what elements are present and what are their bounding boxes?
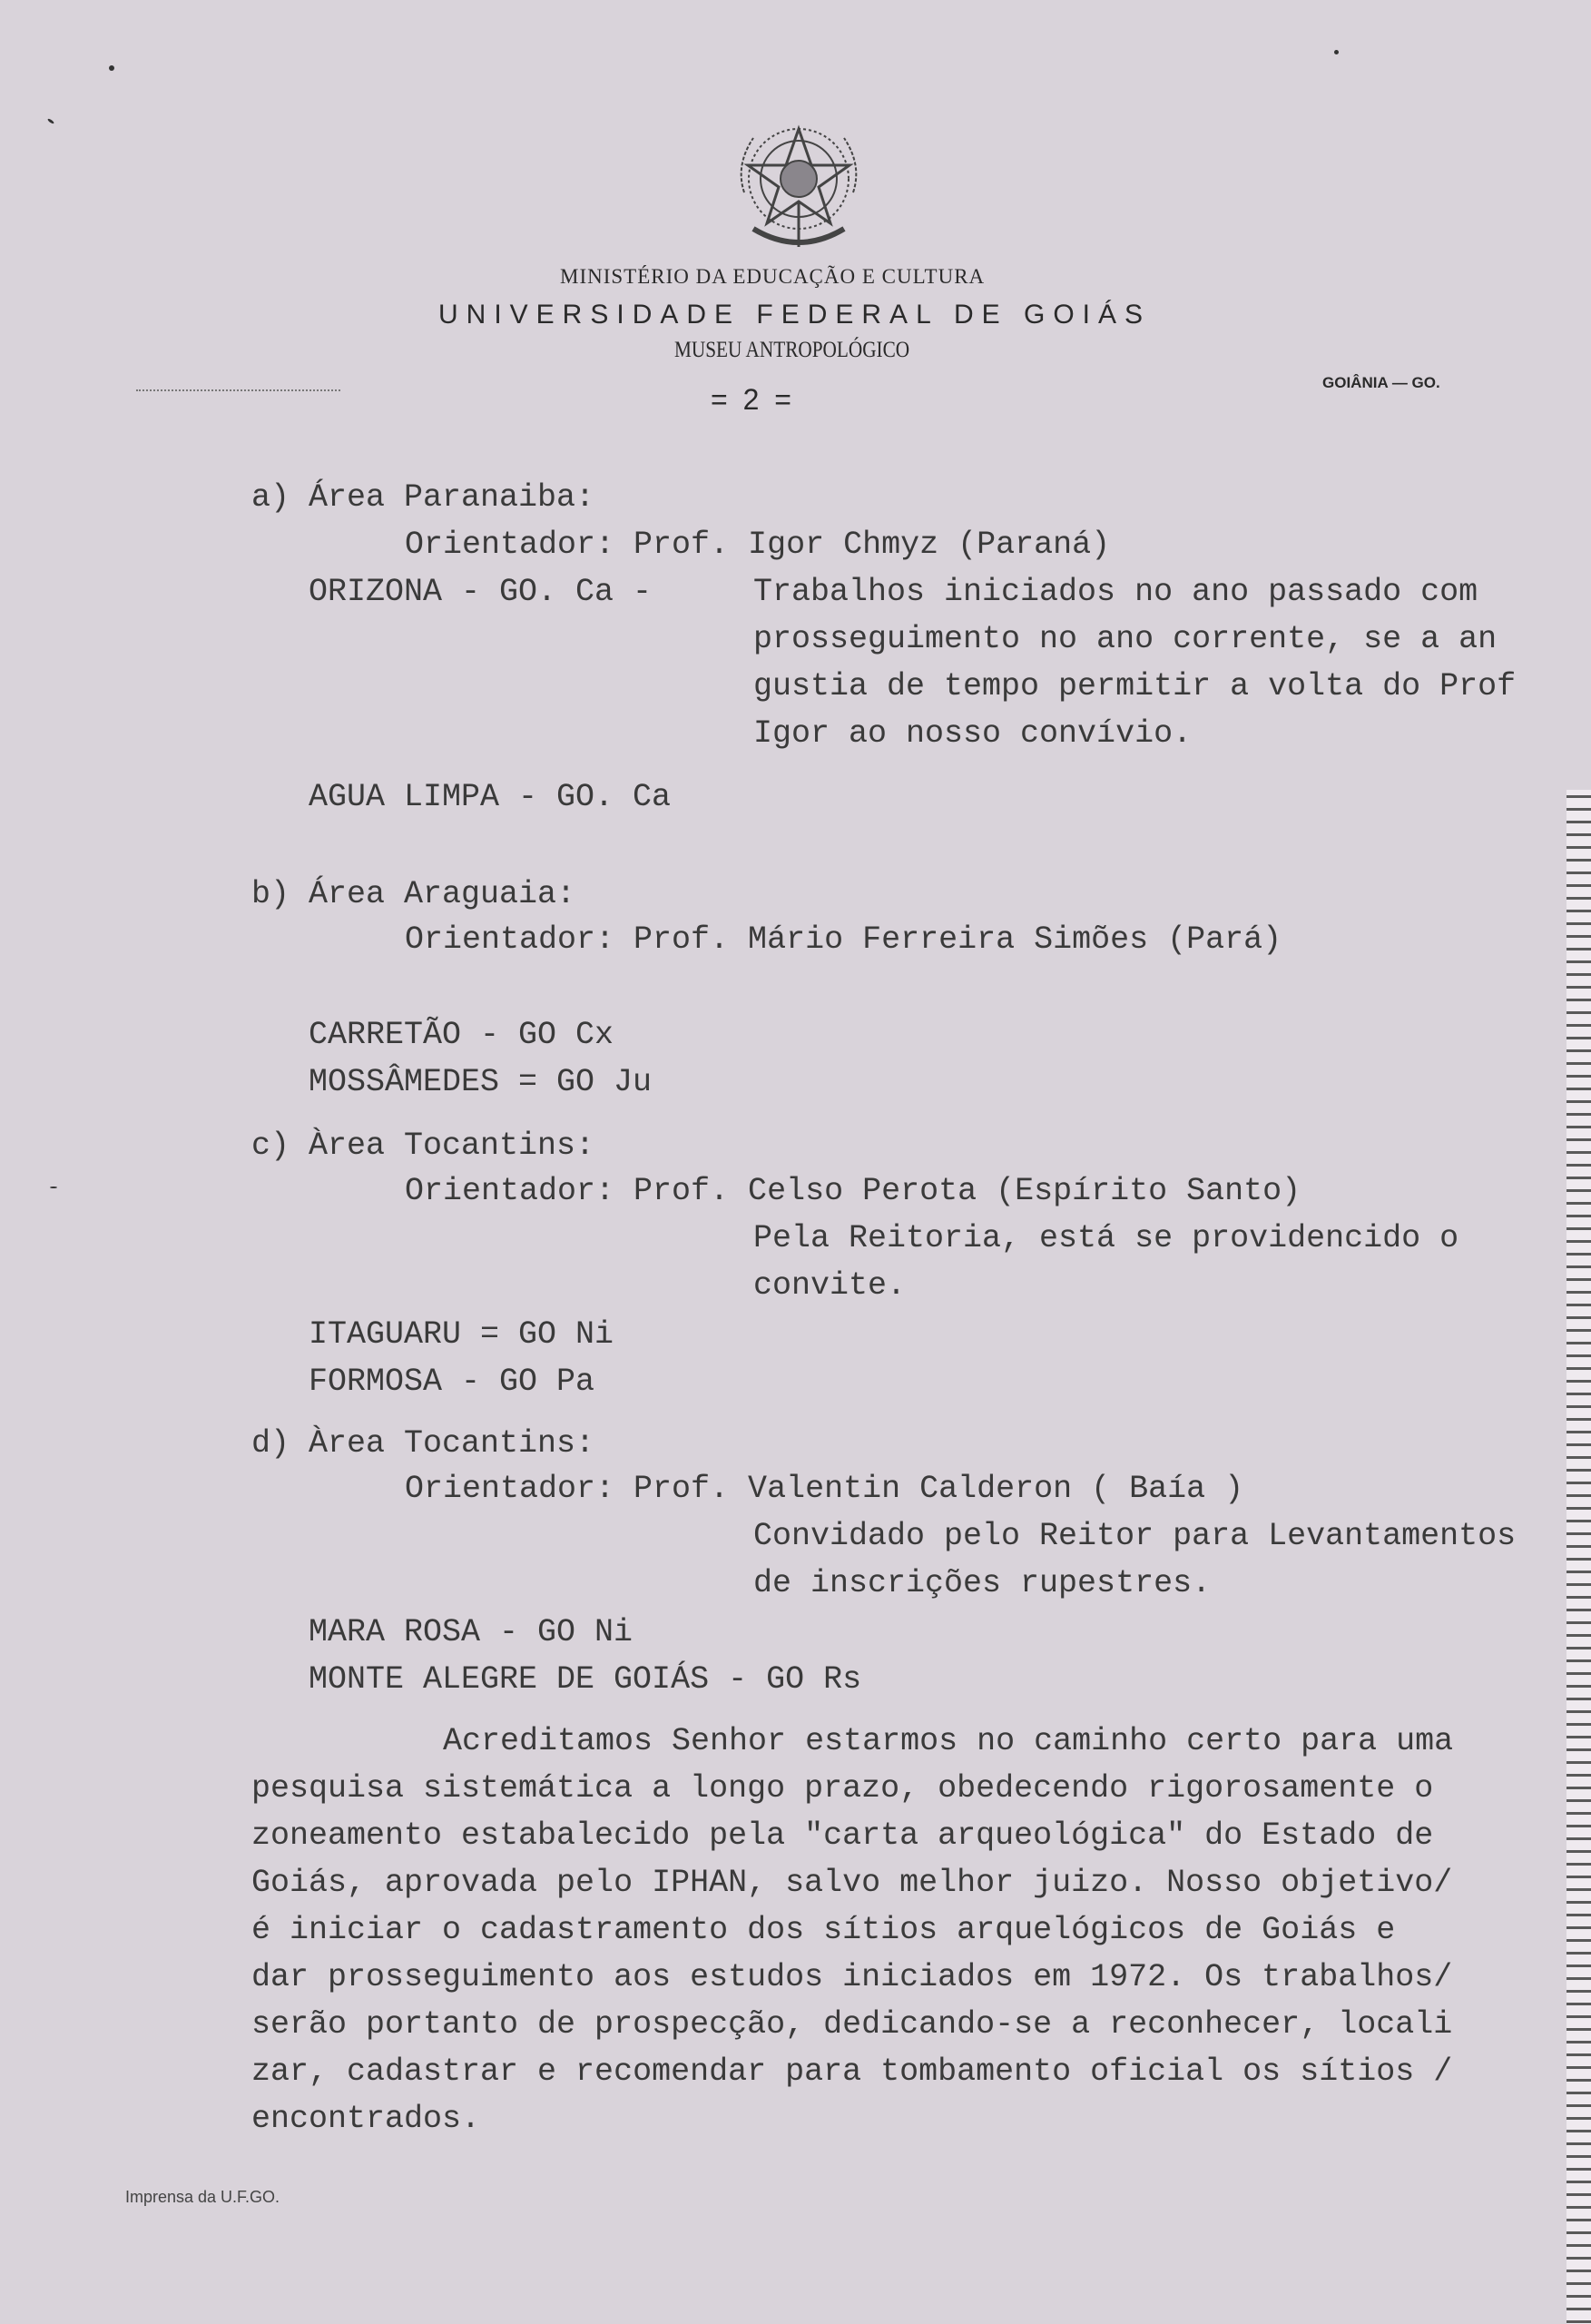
section-c-heading: c) Àrea Tocantins: — [251, 1128, 595, 1164]
paragraph-line-1: Acreditamos Senhor estarmos no caminho certo para uma — [443, 1723, 1454, 1759]
section-d-note-line-2: de inscrições rupestres. — [753, 1565, 1212, 1601]
section-a-note-line-4: Igor ao nosso convívio. — [753, 715, 1193, 752]
section-c-site-2: FORMOSA - GO Pa — [309, 1364, 595, 1400]
section-d-site-2: MONTE ALEGRE DE GOIÁS - GO Rs — [309, 1661, 862, 1698]
paragraph-line-3: zoneamento estabalecido pela "carta arqueológica" do Estado de — [251, 1817, 1434, 1854]
paragraph-line-8: zar, cadastrar e recomendar para tombamento oficial os sítios / — [251, 2053, 1453, 2090]
museum-title: MUSEU ANTROPOLÓGICO — [674, 338, 910, 362]
section-a-note-line-3: gustia de tempo permitir a volta do Prof — [753, 668, 1517, 704]
page-number: = 2 = — [711, 383, 795, 416]
section-d-note-line-1: Convidado pelo Reitor para Levantamentos — [753, 1518, 1517, 1554]
section-b-site-2: MOSSÂMEDES = GO Ju — [309, 1064, 653, 1100]
location-label: GOIÂNIA — GO. — [1322, 374, 1440, 391]
paragraph-line-9: encontrados. — [251, 2101, 481, 2137]
section-d-heading: d) Àrea Tocantins: — [251, 1425, 595, 1462]
paragraph-line-2: pesquisa sistemática a longo prazo, obedecendo rigorosamente o — [251, 1770, 1434, 1807]
university-title: UNIVERSIDADE FEDERAL DE GOIÁS — [438, 300, 1152, 330]
section-a-heading: a) Área Paranaiba: — [251, 479, 595, 516]
section-a-note-line-1: Trabalhos iniciados no ano passado com — [753, 574, 1478, 610]
paragraph-line-4: Goiás, aprovada pelo IPHAN, salvo melhor juizo. Nosso objetivo/ — [251, 1865, 1453, 1901]
section-d-advisor: Orientador: Prof. Valentin Calderon ( Baía ) — [405, 1471, 1244, 1507]
paragraph-line-5: é iniciar o cadastramento dos sítios arquelógicos de Goiás e — [251, 1912, 1396, 1948]
scan-speck — [109, 65, 114, 71]
section-b-heading: b) Área Araguaia: — [251, 876, 576, 912]
section-a-site-2: AGUA LIMPA - GO. Ca — [309, 779, 672, 815]
scan-edge-marks — [1566, 790, 1591, 2324]
section-a-note-line-2: prosseguimento no ano corrente, se a an — [753, 621, 1498, 657]
section-c-note-line-1: Pela Reitoria, está se providencido o — [753, 1220, 1459, 1256]
paragraph-line-7: serão portanto de prospecção, dedicando-se a reconhecer, locali — [251, 2006, 1453, 2043]
section-d-site-1: MARA ROSA - GO Ni — [309, 1614, 633, 1650]
section-c-site-1: ITAGUARU = GO Ni — [309, 1316, 614, 1353]
section-c-advisor: Orientador: Prof. Celso Perota (Espírito Santo) — [405, 1173, 1301, 1209]
section-b-site-1: CARRETÃO - GO Cx — [309, 1017, 614, 1053]
scan-speck — [1334, 50, 1339, 54]
ministry-title: MINISTÉRIO DA EDUCAÇÃO E CULTURA — [560, 265, 986, 288]
scan-speck — [50, 1187, 57, 1188]
paragraph-line-6: dar prosseguimento aos estudos iniciados em 1972. Os trabalhos/ — [251, 1959, 1453, 1995]
dotted-rule — [136, 389, 340, 391]
coat-of-arms-emblem — [726, 111, 871, 256]
section-c-note-line-2: convite. — [753, 1267, 907, 1304]
section-b-advisor: Orientador: Prof. Mário Ferreira Simões (Pará) — [405, 921, 1282, 958]
section-a-advisor: Orientador: Prof. Igor Chmyz (Paraná) — [405, 527, 1111, 563]
section-a-site-1: ORIZONA - GO. Ca - — [309, 574, 653, 610]
printer-footer: Imprensa da U.F.GO. — [125, 2188, 280, 2206]
scan-speck — [47, 118, 54, 124]
